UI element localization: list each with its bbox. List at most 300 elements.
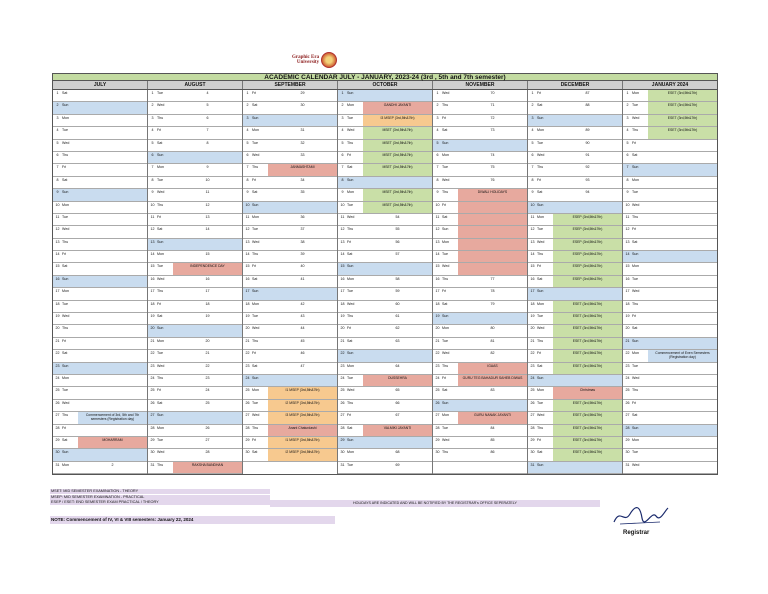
working-day-count: 42 <box>300 301 305 306</box>
day-number: 30 <box>340 450 345 455</box>
working-day-count <box>78 214 147 225</box>
day-number: 31 <box>530 462 535 467</box>
working-day-count: 26 <box>205 425 210 430</box>
day-cell <box>53 189 147 201</box>
working-day-count: 30 <box>300 103 305 108</box>
day-cell <box>148 189 242 201</box>
day-cell <box>433 412 527 424</box>
working-day-count: 45 <box>300 338 305 343</box>
day-number: 24 <box>340 375 345 380</box>
day-cell <box>528 462 622 474</box>
day-number: 20 <box>530 326 535 331</box>
event-label: DUSSEHRA <box>363 375 432 386</box>
event-label: MOHARRAM <box>78 437 147 448</box>
working-day-count: 38 <box>300 239 305 244</box>
day-number: 13 <box>150 239 155 244</box>
working-day-count <box>78 400 147 411</box>
working-day-count <box>458 313 527 324</box>
event-label <box>458 239 527 250</box>
day-number: 24 <box>55 375 60 380</box>
day-cell <box>53 115 147 127</box>
event-label: ESET (3rd,5th&7th) <box>553 313 622 324</box>
weekday: Thu <box>62 239 69 244</box>
event-label: DIWALI HOLIDAYS <box>458 189 527 200</box>
day-number: 1 <box>626 91 629 95</box>
day-number: 7 <box>151 165 154 170</box>
day-cell <box>148 276 242 288</box>
day-cell <box>433 288 527 300</box>
day-cell <box>148 263 242 275</box>
working-day-count <box>363 350 432 361</box>
working-day-count <box>648 263 717 274</box>
day-cell <box>623 437 717 449</box>
day-number: 25 <box>245 388 250 393</box>
weekday: Fri <box>442 202 447 207</box>
weekday: Sun <box>62 363 69 368</box>
working-day-count: 46 <box>300 351 305 356</box>
day-cell <box>243 412 337 424</box>
day-number: 3 <box>151 115 154 120</box>
day-cell <box>433 387 527 399</box>
day-number: 7 <box>56 165 59 170</box>
day-number: 11 <box>150 214 155 219</box>
day-number: 8 <box>56 177 59 182</box>
day-cell <box>148 164 242 176</box>
day-number: 24 <box>245 375 250 380</box>
weekday: Tue <box>252 314 259 319</box>
day-number: 15 <box>435 264 440 269</box>
day-cell <box>53 102 147 114</box>
day-cell <box>243 102 337 114</box>
day-cell <box>148 288 242 300</box>
day-number: 27 <box>435 413 440 418</box>
day-number: 10 <box>530 202 535 207</box>
day-number: 1 <box>151 91 154 95</box>
day-cell <box>528 90 622 102</box>
day-number: 14 <box>55 252 60 257</box>
weekday: Mon <box>252 214 259 219</box>
day-number: 14 <box>245 252 250 257</box>
day-number: 29 <box>245 437 250 442</box>
weekday: Fri <box>62 425 67 430</box>
working-day-count: 75 <box>490 165 495 170</box>
month-column-august <box>148 90 243 474</box>
day-number: 8 <box>341 177 344 182</box>
weekday: Mon <box>442 326 449 331</box>
day-number: 20 <box>150 326 155 331</box>
day-cell <box>243 449 337 461</box>
day-cell <box>623 214 717 226</box>
day-cell <box>148 214 242 226</box>
day-number: 4 <box>341 128 344 133</box>
weekday: Sun <box>632 338 639 343</box>
day-cell <box>528 449 622 461</box>
working-day-count: 37 <box>300 227 305 232</box>
day-cell <box>243 425 337 437</box>
weekday: Fri <box>537 264 542 269</box>
working-day-count: 88 <box>585 103 590 108</box>
day-number: 3 <box>626 115 629 120</box>
day-number: 19 <box>55 314 60 319</box>
day-cell <box>53 338 147 350</box>
day-number: 19 <box>625 314 630 319</box>
working-day-count: 66 <box>395 400 400 405</box>
weekday: Mon <box>442 239 449 244</box>
weekday: Sat <box>252 103 258 108</box>
weekday: Sat <box>252 450 258 455</box>
day-cell <box>338 102 432 114</box>
working-day-count: 63 <box>395 338 400 343</box>
day-number: 12 <box>530 227 535 232</box>
day-number: 19 <box>340 314 345 319</box>
weekday: Mon <box>347 190 354 195</box>
day-cell <box>433 152 527 164</box>
day-cell <box>528 115 622 127</box>
event-label: ESET (3rd,5th&7th) <box>648 115 717 126</box>
working-day-count <box>78 102 147 113</box>
day-cell <box>528 301 622 313</box>
working-day-count: 72 <box>490 115 495 120</box>
day-number: 2 <box>341 103 344 108</box>
day-cell <box>623 251 717 263</box>
working-day-count: 18 <box>205 301 210 306</box>
day-number: 29 <box>625 437 630 442</box>
working-day-count <box>648 425 717 436</box>
day-cell <box>623 301 717 313</box>
working-day-count: 79 <box>490 301 495 306</box>
day-cell <box>623 288 717 300</box>
weekday: Tue <box>347 462 354 467</box>
weekday: Sat <box>252 276 258 281</box>
weekday: Fri <box>62 252 67 257</box>
weekday: Tue <box>632 450 639 455</box>
event-label <box>458 214 527 225</box>
month-column-july <box>53 90 148 474</box>
day-cell <box>623 387 717 399</box>
day-cell <box>338 115 432 127</box>
working-day-count <box>648 375 717 386</box>
weekday: Mon <box>252 128 259 133</box>
weekday: Wed <box>157 450 165 455</box>
day-number: 15 <box>55 264 60 269</box>
working-day-count: 4 <box>206 91 209 95</box>
day-number: 23 <box>625 363 630 368</box>
day-cell <box>338 400 432 412</box>
day-cell <box>243 115 337 127</box>
working-day-count: 2 <box>111 462 114 467</box>
working-day-count: 87 <box>585 91 590 95</box>
day-cell <box>433 325 527 337</box>
commencement-note: NOTE: Commencement of IV, VI & VIII semesters: January 22, 2024 <box>50 516 335 524</box>
working-day-count: 19 <box>205 314 210 319</box>
day-cell <box>433 363 527 375</box>
weekday: Sun <box>62 190 69 195</box>
day-cell <box>528 276 622 288</box>
weekday: Sun <box>62 450 69 455</box>
weekday: Thu <box>442 363 449 368</box>
working-day-count: 23 <box>205 375 210 380</box>
working-day-count: 83 <box>490 388 495 393</box>
event-label: I2 MSEP (3rd,5th&7th) <box>268 400 337 411</box>
day-cell <box>433 263 527 275</box>
event-label: ESET (3rd,5th&7th) <box>648 102 717 113</box>
working-day-count: 71 <box>490 103 495 108</box>
day-number: 9 <box>56 190 59 195</box>
working-day-count: 16 <box>205 276 210 281</box>
day-cell <box>338 263 432 275</box>
day-cell <box>623 115 717 127</box>
day-number: 4 <box>151 128 154 133</box>
weekday: Tue <box>442 338 449 343</box>
day-cell <box>623 263 717 275</box>
weekday: Fri <box>347 152 352 157</box>
day-number: 12 <box>150 227 155 232</box>
day-number: 31 <box>55 462 60 467</box>
weekday: Wed <box>347 301 355 306</box>
working-day-count: 35 <box>300 190 305 195</box>
day-number: 6 <box>341 152 344 157</box>
weekday: Wed <box>252 239 260 244</box>
working-day-count: 89 <box>585 128 590 133</box>
day-cell <box>338 140 432 152</box>
signature-image <box>610 502 670 530</box>
weekday: Mon <box>632 177 639 182</box>
event-label: RAKSHA BANDHAN <box>173 462 242 473</box>
weekday: Sat <box>62 264 68 269</box>
weekday: Sat <box>537 276 543 281</box>
day-number: 14 <box>530 252 535 257</box>
day-cell <box>528 226 622 238</box>
day-cell <box>53 251 147 263</box>
day-number: 22 <box>625 351 630 356</box>
day-number: 12 <box>55 227 60 232</box>
day-cell <box>338 375 432 387</box>
weekday: Tue <box>537 314 544 319</box>
weekday: Tue <box>442 165 449 170</box>
day-cell <box>528 288 622 300</box>
weekday: Mon <box>157 252 164 257</box>
working-day-count <box>78 202 147 213</box>
working-day-count <box>173 412 242 423</box>
day-number: 23 <box>150 363 155 368</box>
weekday: Tue <box>157 264 164 269</box>
working-day-count <box>648 325 717 336</box>
day-cell <box>148 152 242 164</box>
day-cell <box>338 189 432 201</box>
working-day-count <box>268 202 337 213</box>
day-number: 28 <box>530 425 535 430</box>
day-number: 26 <box>245 400 250 405</box>
day-cell <box>148 375 242 387</box>
weekday: Mon <box>537 388 544 393</box>
day-number: 19 <box>150 314 155 319</box>
day-cell <box>528 325 622 337</box>
day-cell <box>528 338 622 350</box>
weekday: Wed <box>632 202 640 207</box>
day-cell <box>148 226 242 238</box>
day-cell <box>148 127 242 139</box>
day-cell <box>53 313 147 325</box>
day-cell <box>53 301 147 313</box>
weekday: Sun <box>442 314 449 319</box>
day-number: 11 <box>55 214 60 219</box>
month-header-september: SEPTEMBER <box>243 81 338 89</box>
working-day-count: 41 <box>300 276 305 281</box>
day-cell <box>148 313 242 325</box>
day-cell <box>433 301 527 313</box>
weekday: Sat <box>252 190 258 195</box>
working-day-count: 73 <box>490 128 495 133</box>
day-number: 20 <box>435 326 440 331</box>
weekday: Thu <box>442 190 449 195</box>
day-number: 8 <box>626 177 629 182</box>
day-cell <box>243 276 337 288</box>
working-day-count: 10 <box>205 177 210 182</box>
weekday: Mon <box>347 363 354 368</box>
day-cell <box>528 437 622 449</box>
day-cell <box>53 276 147 288</box>
day-number: 31 <box>625 462 630 467</box>
day-cell <box>338 214 432 226</box>
day-number: 2 <box>246 103 249 108</box>
working-day-count: 57 <box>395 252 400 257</box>
working-day-count: 34 <box>300 177 305 182</box>
day-number: 18 <box>55 301 60 306</box>
weekday: Mon <box>157 425 164 430</box>
event-label: Anant Chaturdashi <box>268 425 337 436</box>
day-cell <box>148 437 242 449</box>
day-number: 14 <box>150 252 155 257</box>
day-number: 21 <box>245 338 250 343</box>
day-cell <box>528 140 622 152</box>
weekday: Sun <box>347 437 354 442</box>
day-number: 18 <box>625 301 630 306</box>
working-day-count <box>648 301 717 312</box>
weekday: Sun <box>632 425 639 430</box>
weekday: Fri <box>442 375 447 380</box>
day-number: 9 <box>341 190 344 195</box>
day-cell <box>148 251 242 263</box>
working-day-count: 13 <box>205 214 210 219</box>
day-number: 30 <box>150 450 155 455</box>
working-day-count <box>553 375 622 386</box>
weekday: Sat <box>62 437 68 442</box>
weekday: Sun <box>442 227 449 232</box>
weekday: Fri <box>252 264 257 269</box>
day-number: 29 <box>340 437 345 442</box>
day-cell <box>338 226 432 238</box>
day-number: 12 <box>625 227 630 232</box>
day-number: 16 <box>55 276 60 281</box>
day-cell <box>623 164 717 176</box>
event-label: VALMIKI JAYANTI <box>363 425 432 436</box>
day-number: 17 <box>55 289 60 294</box>
working-day-count <box>78 350 147 361</box>
weekday: Sun <box>632 252 639 257</box>
day-number: 9 <box>151 190 154 195</box>
logo-text <box>292 55 319 65</box>
day-number: 6 <box>531 152 534 157</box>
day-cell <box>528 127 622 139</box>
weekday: Mon <box>632 264 639 269</box>
day-number: 27 <box>625 413 630 418</box>
day-number: 14 <box>340 252 345 257</box>
day-number: 5 <box>341 140 344 145</box>
day-cell <box>148 412 242 424</box>
day-number: 7 <box>436 165 439 170</box>
working-day-count: 74 <box>490 152 495 157</box>
day-number: 9 <box>436 190 439 195</box>
day-number: 3 <box>341 115 344 120</box>
day-number: 23 <box>530 363 535 368</box>
weekday: Thu <box>442 103 449 108</box>
legend-mset: MSET: MID SEMESTER EXAMINATION - THEORY <box>50 489 270 494</box>
weekday: Fri <box>442 289 447 294</box>
day-cell <box>433 214 527 226</box>
day-cell <box>53 263 147 275</box>
day-number: 13 <box>625 239 630 244</box>
working-day-count: 5 <box>206 103 209 108</box>
day-number: 9 <box>246 190 249 195</box>
day-number: 27 <box>55 413 60 418</box>
working-day-count: 77 <box>490 276 495 281</box>
day-cell <box>53 350 147 362</box>
weekday: Thu <box>157 462 164 467</box>
day-number: 16 <box>150 276 155 281</box>
day-number: 17 <box>530 289 535 294</box>
weekday: Thu <box>157 375 164 380</box>
day-cell <box>338 202 432 214</box>
day-cell <box>243 127 337 139</box>
event-label: MSET (3rd,5th&7th) <box>363 189 432 200</box>
day-number: 16 <box>245 276 250 281</box>
day-cell <box>148 350 242 362</box>
weekday: Sat <box>537 190 543 195</box>
event-label <box>458 263 527 274</box>
weekday: Fri <box>347 413 352 418</box>
weekday: Thu <box>252 252 259 257</box>
day-number: 10 <box>435 202 440 207</box>
weekday: Sun <box>347 177 354 182</box>
event-label: I1 MSEP (3rd,5th&7th) <box>268 437 337 448</box>
weekday: Sun <box>157 326 164 331</box>
day-cell <box>243 313 337 325</box>
day-cell <box>623 239 717 251</box>
day-number: 17 <box>150 289 155 294</box>
weekday: Wed <box>442 437 450 442</box>
weekday: Fri <box>632 400 637 405</box>
working-day-count <box>268 375 337 386</box>
weekday: Tue <box>632 276 639 281</box>
day-number: 3 <box>531 115 534 120</box>
day-number: 10 <box>150 202 155 207</box>
day-cell <box>338 425 432 437</box>
working-day-count: 58 <box>395 276 400 281</box>
day-cell <box>148 301 242 313</box>
day-number: 18 <box>340 301 345 306</box>
weekday: Wed <box>62 140 70 145</box>
working-day-count <box>648 214 717 225</box>
day-cell <box>528 400 622 412</box>
weekday: Wed <box>537 152 545 157</box>
day-cell <box>148 363 242 375</box>
weekday: Sat <box>62 177 68 182</box>
working-day-count: 33 <box>300 152 305 157</box>
weekday: Sat <box>157 314 163 319</box>
day-cell <box>338 301 432 313</box>
day-cell <box>53 140 147 152</box>
day-number: 17 <box>435 289 440 294</box>
